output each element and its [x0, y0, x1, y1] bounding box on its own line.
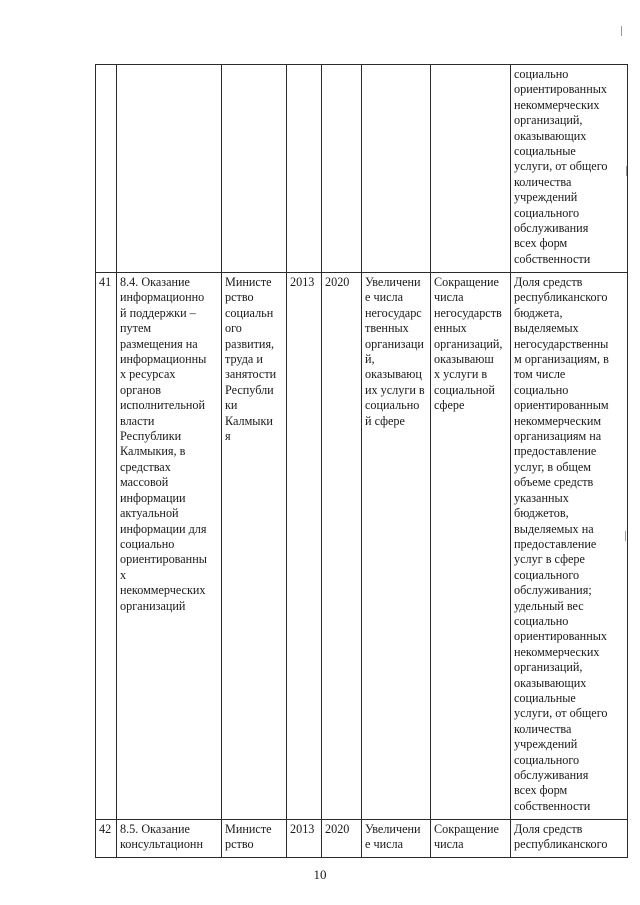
- indicator-text: Доля средств республиканского бюджета, выделяемых негосударственны м организациям, в том числе социально ориентированным некоммерческим организациям на предоставление услуг, в общем объеме средств указанных бюджетов, выделяемых на предоставление услуг в сфере социального обслуживания; удельный вес социально ориентированных некоммерческих организаций, оказывающих социальные услуги, от общего количества учреждений социального обслуживания всех форм собственности: [514, 275, 609, 813]
- consequence-text: Сокращение числа негосударств енных организаций, оказываюш х услуги в социальной сфере: [434, 275, 503, 413]
- cell-year-start: [287, 273, 322, 820]
- activity-text: 8.5. Оказание консультационн: [120, 822, 203, 852]
- cell-consequence: [431, 65, 511, 273]
- executor-text: Министе рство социальн ого развития, труда и занятости Республи ки Калмыки я: [225, 275, 277, 444]
- cell-consequence: [431, 820, 511, 858]
- expected-result-text: Увеличени е числа негосударс твенных организаци й, оказываюц их услуги в социально й сфере: [365, 275, 425, 428]
- table-row: [96, 820, 628, 858]
- scan-mark: [621, 26, 622, 36]
- executor-text: Министе рство: [225, 822, 272, 852]
- cell-year-end: [322, 820, 362, 858]
- cell-number: [96, 65, 117, 273]
- consequence-text: Сокращение числа: [434, 822, 499, 852]
- cell-executor: [222, 820, 287, 858]
- table-row: [96, 273, 628, 820]
- year-start: 2013: [290, 822, 315, 836]
- activity-text: 8.4. Оказание информационно й поддержки – путем размещения на информационны х ресурсах органов исполнительной власти Республики Калмыкия, в средствах массовой информации актуальной информации для социально ориентированны х некоммерческих организаций: [120, 275, 207, 613]
- indicator-text: социально ориентированных некоммерческих организаций, оказывающих социальные услуги, от общего количества учреждений социального обслуживания всех форм собственности: [514, 67, 608, 266]
- cell-year-end: [322, 273, 362, 820]
- cell-activity: [117, 65, 222, 273]
- year-start: 2013: [290, 275, 315, 289]
- cell-activity: [117, 820, 222, 858]
- cell-number: [96, 273, 117, 820]
- cell-expected-result: [362, 820, 431, 858]
- row-number: 42: [99, 822, 112, 836]
- table-row: [96, 65, 628, 273]
- indicator-text: Доля средств республиканского: [514, 822, 608, 852]
- year-end: 2020: [325, 275, 350, 289]
- cell-expected-result: [362, 273, 431, 820]
- cell-year-start: [287, 65, 322, 273]
- cell-indicator: [511, 273, 628, 820]
- cell-executor: [222, 273, 287, 820]
- cell-executor: [222, 65, 287, 273]
- cell-activity: [117, 273, 222, 820]
- cell-consequence: [431, 273, 511, 820]
- cell-year-end: [322, 65, 362, 273]
- cell-indicator: [511, 820, 628, 858]
- cell-indicator: [511, 65, 628, 273]
- year-end: 2020: [325, 822, 350, 836]
- cell-year-start: [287, 820, 322, 858]
- expected-result-text: Увеличени е числа: [365, 822, 421, 852]
- cell-number: [96, 820, 117, 858]
- page-number: 10: [313, 867, 327, 882]
- cell-expected-result: [362, 65, 431, 273]
- row-number: 41: [99, 275, 112, 289]
- program-activities-table: [95, 64, 628, 858]
